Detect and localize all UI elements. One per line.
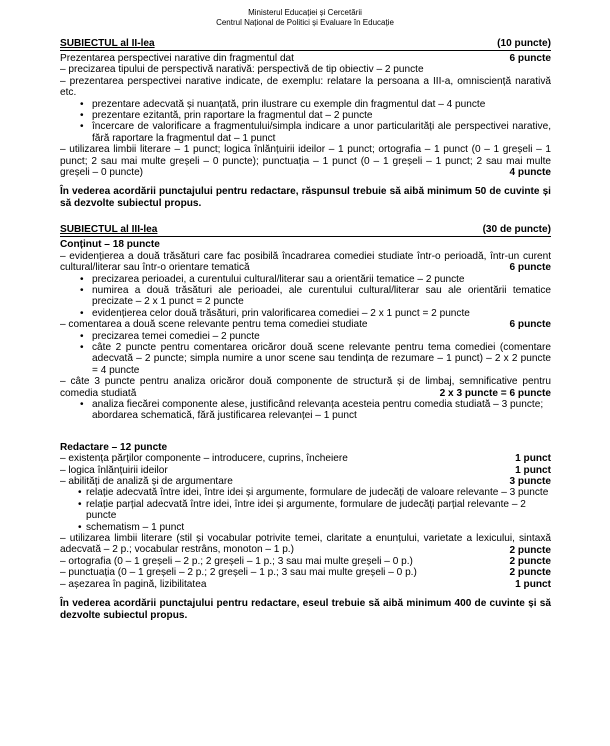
redactare-item-7 xyxy=(60,579,551,590)
header-center: Centrul Național de Politici și Evaluare în Educație xyxy=(216,18,394,27)
redactare-item-4-points: 2 puncte xyxy=(509,544,551,556)
s2-bullet-3: • încercare de valorificare a fragmentului/simpla indicare a unor particularități ale perspectivei narative, fără raportare la fragmentul dat – 1 punct xyxy=(60,121,551,144)
s2-bullet-1: • prezentare adecvată și nuanțată, prin ilustrare cu exemple din fragmentul dat – 4 puncte xyxy=(60,99,551,110)
redactare-item-text: – abilități de analiză și de argumentare xyxy=(60,476,233,488)
redactare-item-text: – logica înlănțuirii ideilor xyxy=(60,464,168,476)
section-3-points: (30 de puncte) xyxy=(482,224,551,236)
section-3-heading: SUBIECTUL al III-lea xyxy=(60,224,158,236)
section-3-title xyxy=(60,224,551,237)
s3-criterion-1-points: 6 puncte xyxy=(509,262,551,274)
s3-criterion-3-points: 2 x 3 puncte = 6 puncte xyxy=(439,387,551,399)
section-2-points: (10 puncte) xyxy=(497,38,551,49)
s3-criterion-2-text: – comentarea a două scene relevante pentru tema comediei studiate xyxy=(60,319,368,331)
s2-line-present: – prezentarea perspectivei narative indicate, de exemplu: relatare la persoana a III-a, omnisciență narativă etc. xyxy=(60,75,551,99)
s2-line-type: – precizarea tipului de perspectivă narativă: perspectivă de tip obiectiv – 2 puncte xyxy=(60,64,424,76)
section-2-heading: SUBIECTUL al II-lea xyxy=(60,38,155,49)
redactare-item-text: – ortografia (0 – 1 greșeli – 2 p.; 2 greșeli – 1 p.; 3 sau mai multe greșeli – 0 p.) xyxy=(60,555,413,567)
s3-criterion-3: – câte 3 puncte pentru analiza oricăror două componente de structură și de limbaj, semnificative pentru comedia studiată xyxy=(60,376,551,399)
s3-note: În vederea acordării punctajului pentru redactare, eseul trebuie să aibă minimum 400 de cuvinte și să dezvolte subiectul propus. xyxy=(60,598,551,621)
s2-bullet-2: • prezentare ezitantă, prin raportare la fragmentul dat – 2 puncte xyxy=(60,110,551,121)
document-body xyxy=(60,38,551,621)
s3-c1-bullet-1: • precizarea perioadei, a curentului cultural/literar sau a orientării tematice – 2 puncte xyxy=(60,274,551,285)
redactare-item-5 xyxy=(60,556,551,567)
s2-item-text: Prezentarea perspectivei narative din fragmentul dat xyxy=(60,53,294,64)
section-2-title xyxy=(60,38,551,51)
redactare-subtitle: Redactare – 12 puncte xyxy=(60,441,168,453)
s3-criterion-1: – evidențierea a două trăsături care fac posibilă încadrarea comediei studiate într-o perioadă, într-un curent cultural/literar sau într-o orientare tematică xyxy=(60,250,551,274)
redactare-item-points: 2 puncte xyxy=(509,567,551,579)
redactare-item-points: 2 puncte xyxy=(509,555,551,567)
content-subtitle: Conținut – 18 puncte xyxy=(60,239,160,251)
s2-item-points: 6 puncte xyxy=(509,53,551,64)
redactare-item-text: – existența părților componente – introducere, cuprins, încheiere xyxy=(60,453,348,465)
s2-item-perspective xyxy=(60,53,551,64)
s3-c1-bullet-3: • evidențierea celor două trăsături, prin valorificarea comediei – 2 x 1 punct = 2 puncte xyxy=(60,308,551,319)
redactare-item-3-bullets xyxy=(60,487,551,533)
s3-c1-bullet-2: • numirea a două trăsături ale perioadei, ale curentului cultural/literar sau ale orientării tematice precizate – 2 x 1 punct = 2 puncte xyxy=(60,285,551,308)
s2-note: În vederea acordării punctajului pentru redactare, răspunsul trebuie să aibă minimum 50 de cuvinte și să dezvolte subiectul propus. xyxy=(60,186,551,209)
header-ministry: Ministerul Educației și Cercetării xyxy=(248,8,362,17)
s2-bullets xyxy=(60,99,551,145)
s3-criterion-1-bullets xyxy=(60,274,551,320)
s2-language-points: 4 puncte xyxy=(509,167,551,179)
s3-criterion-2 xyxy=(60,319,551,330)
redactare-item-points: 1 punct xyxy=(515,453,551,465)
redactare-item-2 xyxy=(60,465,551,476)
redactare-item-points: 1 punct xyxy=(515,578,551,590)
redactare-bullet-3: • schematism – 1 punct xyxy=(60,522,551,533)
redactare-item-4: – utilizarea limbii literare (stil și vocabular potrivite temei, claritate a enunțului, varietate a lexicului, sintaxă adecvată – 2 p.; vocabular restrâns, monoton – 1 p.) xyxy=(60,533,551,556)
redactare-item-points: 1 punct xyxy=(515,464,551,476)
s3-c2-bullet-2: • câte 2 puncte pentru comentarea oricăror două scene relevante pentru tema comediei (comentare adecvată – 2 puncte; simpla numire a unor scene sau tendința de rezumare – 1 punct) – 2 x 2 puncte = 4 puncte xyxy=(60,342,551,376)
redactare-item-text: – punctuația (0 – 1 greșeli – 2 p.; 2 greșeli – 1 p.; 3 sau mai multe greșeli – 0 p.) xyxy=(60,567,417,579)
redactare-item-1 xyxy=(60,453,551,464)
redactare-bullet-2: • relație parțial adecvată între idei, între idei și argumente, formulare de judecăți parțial relevante – 2 puncte xyxy=(60,499,551,522)
s3-criterion-3-bullets xyxy=(60,399,551,422)
redactare-item-3 xyxy=(60,476,551,487)
s2-line-language: – utilizarea limbii literare – 1 punct; logica înlănțuirii ideilor – 1 punct; ortografia – 1 punct (0 – 1 greșeli – 1 punct; 2 sau mai multe greșeli – 0 puncte); punctuația – 1 punct (0 – 1 greșeli – 1 punct; 2 sau mai multe greșeli – 0 puncte) xyxy=(60,144,551,179)
redactare-bullet-1: • relație adecvată între idei, între idei și argumente, formulare de judecăți de valoare relevante – 3 puncte xyxy=(60,487,551,498)
redactare-item-6 xyxy=(60,567,551,578)
s3-criterion-2-bullets xyxy=(60,331,551,377)
s3-c3-bullet-1: • analiza fiecărei componente alese, justificând relevanța acesteia pentru comedia studiată – 3 puncte; abordarea schematică, fără justificarea relevanței – 1 punct xyxy=(60,399,551,422)
s3-criterion-2-points: 6 puncte xyxy=(509,319,551,331)
s3-c2-bullet-1: • precizarea temei comediei – 2 puncte xyxy=(60,331,551,342)
redactare-item-points: 3 puncte xyxy=(509,476,551,488)
redactare-item-text: – așezarea în pagină, lizibilitatea xyxy=(60,578,207,590)
